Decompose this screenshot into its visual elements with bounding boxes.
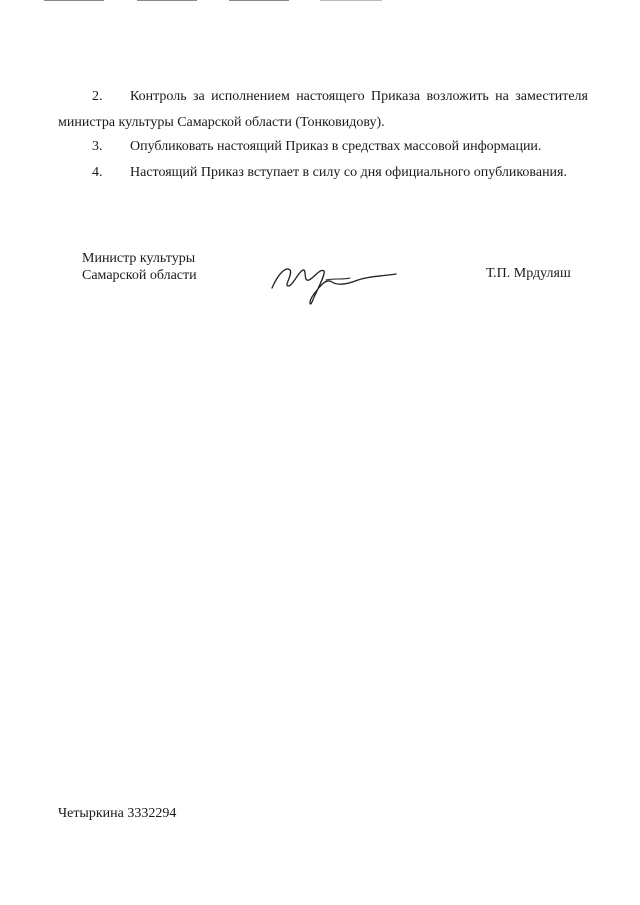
top-rule-2 bbox=[137, 0, 197, 1]
paragraph-number: 2. bbox=[92, 89, 103, 104]
paragraph-number: 3. bbox=[92, 139, 103, 154]
executor-contact: Четыркина 3332294 bbox=[58, 806, 177, 821]
signatory-position-line1: Министр культуры bbox=[82, 251, 196, 266]
paragraph-text: Контроль за исполнением настоящего Приказа возложить на заместителя министра культуры Самарской области (Тонковидову). bbox=[58, 89, 588, 130]
paragraph-4 bbox=[58, 160, 588, 186]
signatory-position bbox=[82, 250, 197, 284]
paragraph-3 bbox=[58, 134, 588, 160]
paragraph-text: Настоящий Приказ вступает в силу со дня официального опубликования. bbox=[130, 165, 567, 180]
signatory-position-line2: Самарской области bbox=[82, 268, 197, 283]
handwritten-signature bbox=[268, 258, 400, 313]
signatory-name: Т.П. Мрдуляш bbox=[486, 266, 571, 281]
top-rule-1 bbox=[44, 0, 104, 1]
paragraph-2 bbox=[58, 84, 588, 136]
top-rule-3 bbox=[229, 0, 289, 1]
top-rule-4 bbox=[320, 0, 382, 1]
paragraph-number: 4. bbox=[92, 165, 103, 180]
paragraph-text: Опубликовать настоящий Приказ в средствах массовой информации. bbox=[130, 139, 542, 154]
